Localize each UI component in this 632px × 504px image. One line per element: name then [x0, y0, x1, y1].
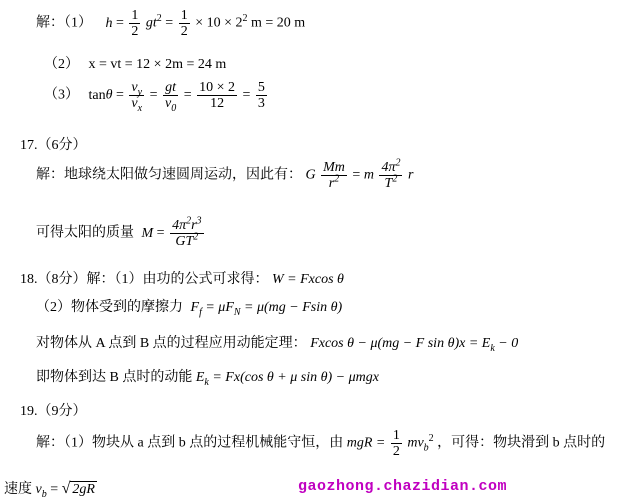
- label: （3）: [44, 87, 79, 103]
- superscript: 2: [186, 215, 192, 227]
- watermark: gaozhong.chazidian.com: [298, 478, 508, 495]
- question-17-equation: 解：地球绕太阳做匀速圆周运动，因此有： G $\frac{Mm}{r^2}$ = m $\frac{4\pi^2}{T^2}$ r: [36, 157, 414, 191]
- var-E: E: [195, 370, 205, 385]
- subscript: b: [423, 442, 429, 454]
- fraction: [129, 80, 144, 114]
- fraction: [391, 428, 402, 459]
- equals: =: [242, 87, 251, 103]
- solution-part-3: [44, 80, 269, 114]
- subscript: N: [233, 306, 241, 318]
- text: ，可得：物块滑到 b 点时的: [437, 435, 606, 451]
- heading: 17.（6分）: [20, 138, 87, 153]
- numerator: 1: [392, 428, 400, 443]
- numerator: gt: [163, 80, 178, 96]
- fraction: [129, 8, 140, 39]
- expression: × 10 × 2: [195, 15, 243, 31]
- subscript: y: [137, 86, 143, 98]
- equals: =: [50, 482, 59, 497]
- numerator: 4π: [381, 160, 396, 175]
- var-v: v: [131, 80, 138, 95]
- superscript: 2: [242, 13, 248, 25]
- expression: W = Fxcos θ: [272, 272, 344, 287]
- radicand: 2gR: [72, 482, 95, 497]
- var-T: T: [384, 176, 393, 191]
- heading: 18.（8分）解：（1）由功的公式可求得：: [20, 272, 269, 287]
- expression: = Fx(cos θ + μ sin θ) − μmgx: [208, 370, 379, 385]
- sqrt-icon: √: [61, 480, 71, 497]
- denominator: 2: [180, 24, 188, 39]
- fraction: [321, 160, 347, 191]
- expression-tail: − 0: [494, 336, 519, 351]
- text: 速度: [4, 482, 32, 497]
- denominator: GT: [175, 234, 194, 249]
- func-tan: tan: [88, 87, 106, 103]
- fraction: [163, 80, 178, 114]
- question-18-part-4: [36, 366, 379, 386]
- subscript: 0: [171, 102, 177, 114]
- expression-tail: = μ(mg − Fsin θ): [240, 300, 343, 315]
- var-r: r: [328, 176, 335, 191]
- question-18-part-2: [36, 296, 342, 316]
- subscript: f: [199, 306, 202, 318]
- subscript: k: [490, 342, 495, 354]
- text: 即物体到达 B 点时的动能: [36, 370, 193, 385]
- equals: =: [165, 15, 174, 31]
- solution-part-2: [44, 53, 226, 73]
- equals: =: [156, 225, 165, 241]
- numerator: 4π: [172, 218, 187, 233]
- fraction: [197, 80, 237, 111]
- var-theta: θ: [105, 87, 113, 103]
- label: （2）: [44, 57, 79, 72]
- fraction: [170, 215, 203, 249]
- subscript: x: [137, 102, 143, 114]
- numerator: 5: [257, 80, 265, 95]
- var-r: r: [407, 167, 414, 183]
- expression: mv: [407, 435, 424, 451]
- superscript: 2: [156, 13, 162, 25]
- numerator: 1: [180, 8, 188, 23]
- text: 可得太阳的质量: [36, 225, 134, 241]
- equals: =: [116, 87, 124, 103]
- equals: =: [116, 15, 124, 31]
- expression: x = vt = 12 × 2m = 24 m: [88, 57, 227, 72]
- var-F: F: [190, 300, 200, 315]
- expression: mgR =: [346, 435, 386, 451]
- heading: 19.（9分）: [20, 404, 87, 419]
- equals: =: [149, 87, 158, 103]
- question-18-part-3: [36, 332, 518, 352]
- var-gt: gt: [145, 15, 157, 31]
- expression-tail: m = 20 m: [251, 15, 306, 31]
- var-v: v: [164, 96, 172, 111]
- question-19-equation: [36, 428, 605, 459]
- question-17-result: [36, 215, 206, 249]
- var-r: r: [191, 218, 197, 233]
- subscript: b: [41, 488, 47, 500]
- var-v: v: [131, 96, 138, 111]
- denominator: 2: [392, 444, 400, 459]
- numerator: Mm: [323, 160, 345, 175]
- superscript: 2: [428, 433, 434, 445]
- fraction: [256, 80, 267, 111]
- superscript: 2: [334, 173, 340, 185]
- subscript: k: [204, 376, 209, 388]
- text: 对物体从 A 点到 B 点的过程应用动能定理：: [36, 336, 307, 351]
- expression: Fxcos θ − μ(mg − F sin θ)x = E: [310, 336, 491, 351]
- var-h: h: [105, 15, 113, 31]
- numerator: 1: [131, 8, 139, 23]
- superscript: 2: [193, 231, 199, 243]
- var-m: m: [363, 167, 374, 183]
- var-v: v: [35, 482, 42, 497]
- superscript: 2: [395, 157, 401, 169]
- denominator: 12: [210, 96, 225, 111]
- var-M: M: [141, 225, 154, 241]
- text: 解：地球绕太阳做匀速圆周运动，因此有：: [36, 167, 302, 183]
- superscript: 3: [196, 215, 202, 227]
- text: 解：（1）物块从 a 点到 b 点的过程机械能守恒，由: [36, 435, 344, 451]
- question-19-heading: [20, 400, 87, 420]
- question-17-heading: [20, 134, 87, 154]
- superscript: 2: [392, 173, 398, 185]
- question-19-velocity: [4, 478, 97, 498]
- denominator: 2: [131, 24, 139, 39]
- text: （2）物体受到的摩擦力: [36, 300, 183, 315]
- var-G: G: [305, 167, 316, 183]
- question-18-part-1: [20, 268, 344, 288]
- numerator: 10 × 2: [199, 80, 236, 95]
- fraction: [379, 157, 402, 191]
- fraction: [179, 8, 190, 39]
- denominator: 3: [257, 96, 265, 111]
- equals: =: [183, 87, 192, 103]
- label: 解：（1）: [36, 15, 92, 31]
- expression: = μF: [201, 300, 234, 315]
- solution-part-1: [36, 8, 305, 39]
